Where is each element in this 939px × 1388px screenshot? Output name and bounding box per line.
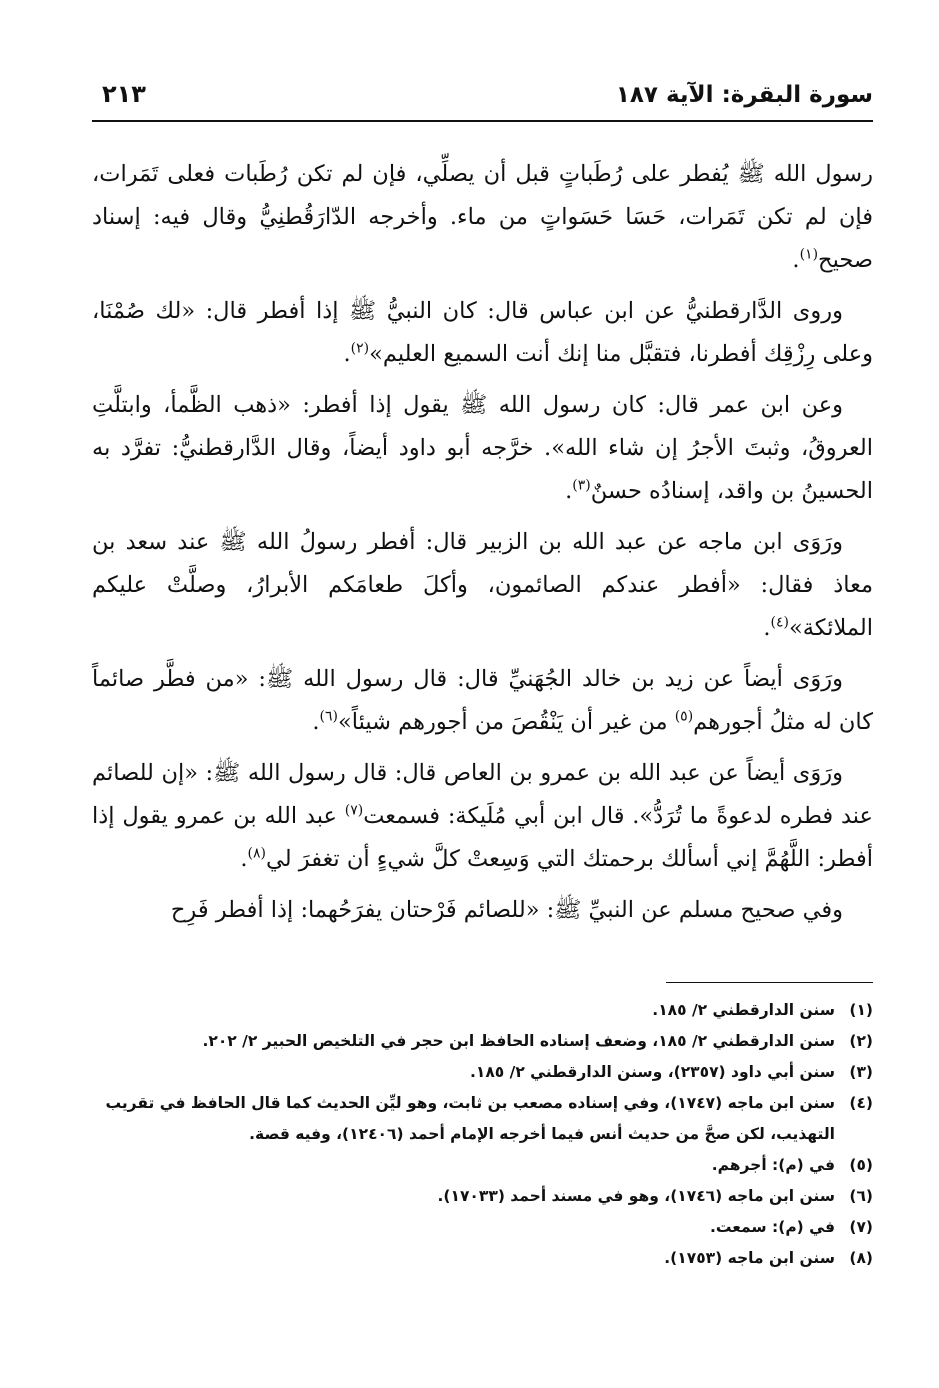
paragraph: رسول الله ﷺ يُفطر على رُطَباتٍ قبل أن يصلِّي، فإن لم تكن رُطَبات فعلى تَمَرات، فإن لم تكن تَمَرات، حَسَا حَسَواتٍ من ماء. وأخرجه الدّارَقُطنِيُّ وقال فيه: إسناد صحيح$^{(١)}$. [92, 161, 873, 273]
page-number: ٢١٣ [102, 80, 146, 108]
paragraph: وروى الدَّارقطنيُّ عن ابن عباس قال: كان النبيُّ ﷺ إذا أفطر قال: «لك صُمْنَا، وعلى رِزْقِك أفطرنا، فتقبَّل منا إنك أنت السميع العليم»$^{(٢)}$. [92, 298, 873, 367]
footnote-item [92, 995, 873, 1026]
footnote-number: (٥) [849, 1156, 873, 1174]
running-title: سورة البقرة: الآية ١٨٧ [615, 82, 873, 108]
footnote-item [92, 1181, 873, 1212]
footnote-item [92, 1212, 873, 1243]
footnote-text: سنن الدارقطني ٢/ ١٨٥، وضعف إسناده الحافظ ابن حجر في التلخيص الحبير ٢/ ٢٠٢. [202, 1032, 835, 1050]
page-header [92, 74, 873, 122]
footnote-number: (٣) [849, 1063, 873, 1081]
footnote-text: سنن ابن ماجه (١٧٤٧)، وفي إسناده مصعب بن ثابت، وهو ليِّن الحديث كما قال الحافظ في تقريب التهذيب، لكن صحَّ من حديث أنس فيما أخرجه الإمام أحمد (١٢٤٠٦)، وفيه قصة. [105, 1094, 835, 1143]
footnotes [92, 995, 873, 1274]
paragraph: وعن ابن عمر قال: كان رسول الله ﷺ يقول إذا أفطر: «ذهب الظَّمأ، وابتلَّتِ العروقُ، وثبتَ الأجرُ إن شاء الله». خرَّجه أبو داود أيضاً، وقال الدَّارقطنيُّ: تفرَّد به الحسينُ بن واقد، إسنادُه حسنٌ$^{(٣)}$. [92, 392, 873, 504]
footnote-item [92, 1057, 873, 1088]
paragraph: ورَوَى أيضاً عن زيد بن خالد الجُهَنيِّ قال: قال رسول الله ﷺ: «من فطَّر صائماً كان له مثلُ أجورهم$^{(٥)}$ من غير أن يَنْقُصَ من أجورهم شيئاً»$^{(٦)}$. [92, 666, 873, 735]
footnote-ref[interactable]: (١) [799, 246, 819, 263]
footnote-number: (٢) [849, 1032, 873, 1050]
paragraph: ورَوَى أيضاً عن عبد الله بن عمرو بن العاص قال: قال رسول الله ﷺ: «إن للصائم عند فطره لدعوةً ما تُرَدُّ». قال ابن أبي مُلَيكة: فسمعت$^{(٧)}$ عبد الله بن عمرو يقول إذا أفطر: اللَّهُمَّ إني أسألك برحمتك التي وَسِعتْ كلَّ شيءٍ أن تغفرَ لي$^{(٨)}$. [92, 760, 873, 872]
footnote-item [92, 1026, 873, 1057]
footnote-number: (٨) [849, 1249, 873, 1267]
footnote-ref[interactable]: (٦) [319, 708, 338, 725]
footnote-text: سنن ابن ماجه (١٧٤٦)، وهو في مسند أحمد (١٧٠٣٣). [437, 1187, 835, 1205]
paragraph: وفي صحيح مسلم عن النبيِّ ﷺ: «للصائم فَرْحتان يفرَحُهما: إذا أفطر فَرِح [170, 897, 843, 923]
footnote-item [92, 1088, 873, 1150]
footnote-text: سنن أبي داود (٢٣٥٧)، وسنن الدارقطني ٢/ ١٨٥. [469, 1063, 835, 1081]
footnote-text: سنن ابن ماجه (١٧٥٣). [664, 1249, 835, 1267]
footnote-divider [666, 982, 873, 983]
footnote-ref[interactable]: (٧) [344, 802, 364, 819]
footnote-item [92, 1243, 873, 1274]
paragraph: ورَوَى ابن ماجه عن عبد الله بن الزبير قال: أفطر رسولُ الله ﷺ عند سعد بن معاذ فقال: «أفطر عندكم الصائمون، وأكلَ طعامَكم الأبرارُ، وصلَّتْ عليكم الملائكة»$^{(٤)}$. [92, 529, 873, 641]
footnote-number: (٧) [849, 1218, 873, 1236]
footnote-text: سنن الدارقطني ٢/ ١٨٥. [652, 1001, 835, 1019]
footnote-number: (٦) [849, 1187, 873, 1205]
main-text [92, 153, 873, 940]
footnote-ref[interactable]: (٣) [572, 477, 591, 494]
footnote-item [92, 1150, 873, 1181]
footnote-number: (٤) [849, 1094, 873, 1112]
footnote-ref[interactable]: (٤) [770, 614, 789, 631]
footnote-ref[interactable]: (٢) [350, 340, 370, 357]
footnote-ref[interactable]: (٥) [674, 708, 694, 725]
footnote-text: في (م): أجرهم. [711, 1156, 835, 1174]
footnote-ref[interactable]: (٨) [247, 845, 267, 862]
footnote-number: (١) [849, 1001, 873, 1019]
footnote-text: في (م): سمعت. [709, 1218, 835, 1236]
